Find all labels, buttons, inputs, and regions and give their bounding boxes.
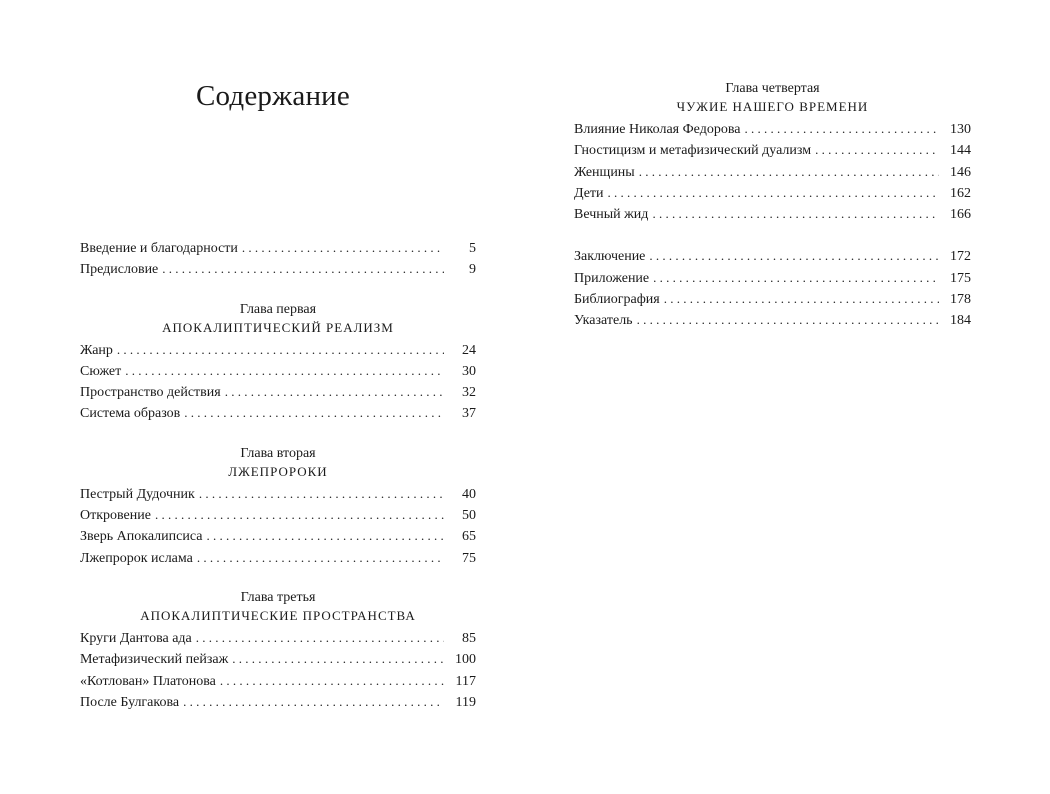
toc-entry-title: Вечный жид: [574, 207, 649, 223]
toc-entry-title: Библиография: [574, 292, 660, 308]
toc-entry-page: 9: [469, 262, 476, 278]
toc-entry-page: 144: [950, 143, 971, 159]
toc-entry-page: 178: [950, 292, 971, 308]
chapter-heading-2: [80, 445, 476, 481]
toc-entry[interactable]: [80, 547, 476, 568]
toc-entry-page: 37: [462, 406, 476, 422]
toc-entry-title: Лжепророк ислама: [80, 550, 193, 566]
toc-entry-page: 50: [462, 508, 476, 524]
toc-entry[interactable]: [80, 627, 476, 648]
toc-leader-dots: [242, 237, 444, 258]
chapter-name: АПОКАЛИПТИЧЕСКИЕ ПРОСТРАНСТВА: [140, 607, 416, 623]
toc-leader-dots: [639, 161, 939, 182]
toc-leader-dots: [162, 258, 444, 279]
toc-leader-dots: [220, 670, 444, 691]
toc-leader-dots: [637, 309, 939, 330]
toc-entry[interactable]: [574, 309, 971, 330]
toc-entry[interactable]: [574, 203, 971, 224]
toc-entry[interactable]: [80, 525, 476, 546]
toc-entry-title: Заключение: [574, 249, 646, 265]
chapter-heading-4: [574, 80, 971, 116]
toc-entry-title: Сюжет: [80, 363, 122, 379]
toc-entry[interactable]: [80, 504, 476, 525]
toc-entry-title: Приложение: [574, 270, 650, 286]
toc-entry-page: 117: [455, 673, 476, 689]
toc-entry-page: 30: [462, 363, 476, 379]
toc-entry[interactable]: [574, 161, 971, 182]
toc-entry-title: Женщины: [574, 164, 635, 180]
toc-entry[interactable]: [574, 139, 971, 160]
toc-leader-dots: [653, 267, 939, 288]
toc-entry-page: 24: [462, 342, 476, 358]
chapter-number: Глава вторая: [240, 445, 316, 461]
toc-leader-dots: [197, 547, 444, 568]
toc-entry-page: 130: [950, 122, 971, 137]
toc-entry[interactable]: [80, 360, 476, 381]
toc-entry-title: Система образов: [80, 406, 181, 422]
toc-entry[interactable]: [80, 339, 476, 360]
toc-entry-page: 5: [469, 241, 476, 256]
page-title: Содержание: [196, 80, 350, 112]
toc-entry-page: 175: [950, 270, 971, 286]
toc-leader-dots: [225, 381, 444, 402]
toc-leader-dots: [184, 402, 444, 423]
chapter-name: ЧУЖИЕ НАШЕГО ВРЕМЕНИ: [676, 99, 869, 114]
toc-leader-dots: [815, 139, 939, 160]
toc-entry-page: 85: [462, 630, 476, 646]
toc-entry-title: Метафизический пейзаж: [80, 652, 229, 668]
chapter-number: Глава четвертая: [725, 81, 820, 96]
back-matter-section: [574, 245, 971, 330]
intro-section: [80, 237, 476, 280]
toc-entry-page: 32: [462, 385, 476, 401]
toc-entry[interactable]: [574, 288, 971, 309]
toc-leader-dots: [117, 339, 444, 360]
toc-entry-title: Откровение: [80, 508, 151, 524]
toc-entry-page: 166: [950, 207, 971, 223]
toc-entry-title: После Булгакова: [80, 694, 180, 710]
toc-entry-title: Влияние Николая Федорова: [574, 122, 741, 137]
toc-entry-page: 119: [455, 694, 476, 710]
toc-entry[interactable]: [80, 258, 476, 279]
toc-entry[interactable]: [574, 118, 971, 139]
toc-entry[interactable]: [80, 691, 476, 712]
toc-right-column: [574, 80, 971, 331]
toc-leader-dots: [664, 288, 939, 309]
toc-leader-dots: [649, 245, 939, 266]
chapter-2-entries: [80, 483, 476, 568]
toc-leader-dots: [155, 504, 444, 525]
toc-entry-page: 65: [462, 529, 476, 545]
toc-entry-title: Круги Дантова ада: [80, 630, 192, 646]
toc-entry-page: 40: [462, 486, 476, 502]
toc-leader-dots: [608, 182, 939, 203]
toc-entry-title: Пространство действия: [80, 385, 221, 401]
toc-entry[interactable]: [80, 483, 476, 504]
chapter-name: ЛЖЕПРОРОКИ: [228, 463, 328, 479]
chapter-name: АПОКАЛИПТИЧЕСКИЙ РЕАЛИЗМ: [162, 319, 394, 335]
toc-entry[interactable]: [80, 648, 476, 669]
toc-entry-page: 162: [950, 185, 971, 201]
chapter-1-entries: [80, 339, 476, 424]
chapter-3-entries: [80, 627, 476, 712]
toc-leader-dots: [199, 483, 444, 504]
toc-entry-page: 146: [950, 164, 971, 180]
toc-entry-title: Жанр: [80, 342, 113, 358]
toc-leader-dots: [744, 118, 939, 139]
toc-entry-title: «Котлован» Платонова: [80, 673, 216, 689]
chapter-4-entries: [574, 118, 971, 224]
toc-entry-title: Указатель: [574, 313, 633, 329]
toc-leader-dots: [206, 525, 444, 546]
toc-entry-title: Пестрый Дудочник: [80, 486, 195, 502]
toc-entry[interactable]: [80, 402, 476, 423]
toc-entry-page: 75: [462, 550, 476, 566]
toc-entry-title: Предисловие: [80, 262, 159, 278]
toc-entry[interactable]: [574, 182, 971, 203]
chapter-heading-3: [80, 589, 476, 625]
toc-entry-page: 100: [455, 652, 476, 668]
toc-entry-title: Введение и благодарности: [80, 241, 238, 256]
toc-entry-title: Гностицизм и метафизический дуализм: [574, 143, 812, 159]
toc-entry[interactable]: [574, 245, 971, 266]
toc-entry-title: Дети: [574, 185, 604, 201]
toc-entry-page: 184: [950, 313, 971, 329]
toc-entry-page: 172: [950, 249, 971, 265]
chapter-number: Глава первая: [239, 301, 317, 317]
chapter-number: Глава третья: [240, 589, 316, 605]
chapter-heading-1: [80, 301, 476, 337]
toc-leader-dots: [196, 627, 444, 648]
toc-leader-dots: [232, 648, 444, 669]
toc-leader-dots: [183, 691, 444, 712]
toc-entry-title: Зверь Апокалипсиса: [80, 529, 203, 545]
toc-leader-dots: [652, 203, 939, 224]
toc-left-column: [80, 237, 476, 712]
toc-entry[interactable]: [574, 267, 971, 288]
toc-entry[interactable]: [80, 670, 476, 691]
toc-entry[interactable]: [80, 237, 476, 258]
toc-entry[interactable]: [80, 381, 476, 402]
toc-leader-dots: [125, 360, 444, 381]
